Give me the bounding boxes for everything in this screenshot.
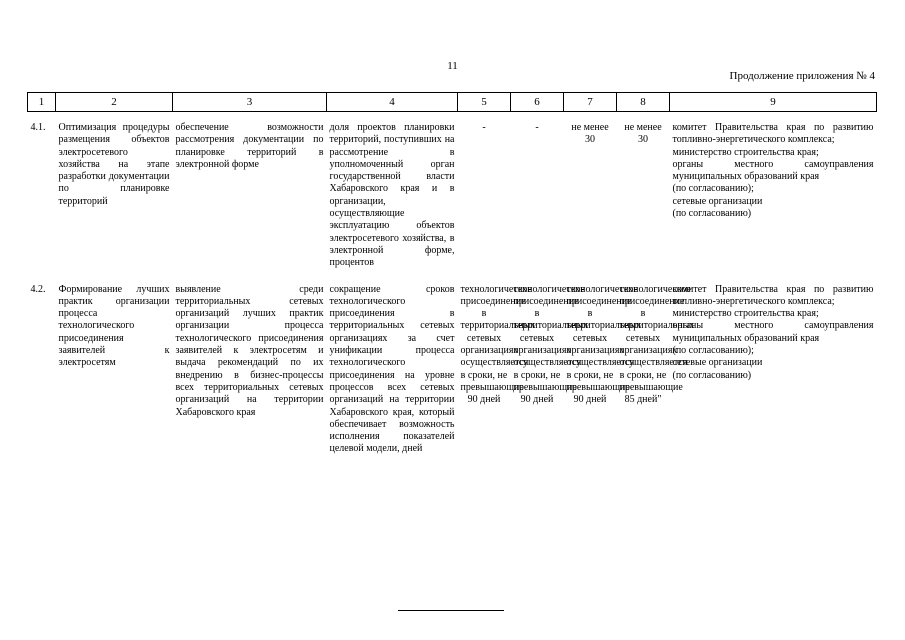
indicator-value: технологическое присоединение в территориальных сетевых организациях осуществляется в сроки, не превышающие 90 дней [460, 283, 536, 406]
column-header: 5 [458, 93, 511, 112]
column-header: 1 [28, 93, 56, 112]
executor-line: министерство строительства края; [672, 308, 819, 320]
table-header-row [28, 93, 877, 112]
column-header: 3 [173, 93, 327, 112]
table-row [28, 284, 877, 456]
responsible-executors [670, 122, 877, 270]
indicator-value: не менее 30 [571, 122, 609, 146]
measure-name: Формирование лучших практик организации процесса технологического присоединения заявителей к электросетям [58, 283, 170, 369]
column-header: 9 [670, 93, 877, 112]
indicator-value: технологическое присоединение в территориальных сетевых организациях осуществляется в сроки, не превышающие 90 дней [513, 283, 589, 406]
executor-line: (по согласованию) [672, 369, 752, 381]
executor-line: министерство строительства края; [672, 146, 819, 158]
column-header: 6 [511, 93, 564, 112]
executor-line: комитет Правительства края по развитию топливно-энергетического комплекса; [672, 283, 874, 307]
executor-line: органы местного самоуправления муниципальных образований края [672, 320, 874, 344]
appendix-continuation-label: Продолжение приложения № 4 [729, 70, 875, 82]
executor-line: (по согласованию); [672, 183, 754, 195]
executor-line: (по согласованию); [672, 345, 754, 357]
column-header: 2 [56, 93, 173, 112]
indicator-name: доля проектов планировки территорий, поступивших на рассмотрение в уполномоченный орган государственной власти Хабаровского края и в организации, осуществляющие эксплуатацию объектов электросетевого хозяйства, в электронной форме, процентов [329, 122, 455, 269]
executor-line: сетевые организации [672, 195, 763, 207]
executor-line: комитет Правительства края по развитию топливно-энергетического комплекса; [672, 122, 874, 146]
measure-name: Оптимизация процедуры размещения объектов электросетевого хозяйства на этапе разработки документации по планировке территорий [58, 122, 170, 207]
indicator-value: технологическое присоединение в территориальных сетевых организациях осуществляется в сроки, не превышающие 90 дней [566, 283, 642, 406]
executor-line: сетевые организации [672, 357, 763, 369]
row-number: 4.2. [30, 283, 46, 295]
indicator-value: - [482, 122, 486, 133]
responsible-executors [670, 284, 877, 456]
indicator-value: технологическое присоединение в территориальных сетевых организациях осуществляется в сроки, не превышающие 85 дней" [619, 283, 695, 406]
measure-content: выявление среди территориальных сетевых организаций лучших практик организации процесса технологического присоединения заявителей к электросетям и выдача рекомендаций по их внедрению в бизнес-процессы всех территориальных сетевых организаций на территории Хабаровского края [175, 283, 324, 418]
footnote-separator [398, 610, 504, 611]
indicator-value: - [535, 122, 539, 133]
page-number: 11 [447, 60, 458, 72]
measures-table [27, 92, 877, 456]
column-header: 7 [564, 93, 617, 112]
column-header: 4 [327, 93, 458, 112]
row-number: 4.1. [30, 122, 46, 133]
executor-line: органы местного самоуправления муниципальных образований края [672, 158, 874, 183]
indicator-value: не менее 30 [624, 122, 662, 146]
measure-content: обеспечение возможности рассмотрения документации по планировке территорий в электронной форме [175, 122, 324, 170]
indicator-name: сокращение сроков технологического присоединения в территориальных сетевых организациях за счет унификации процесса технологического присоединения на уровне процессов всех сетевых организаций на территории Хабаровского края, который обеспечивает возможность исполнения показателей целевой модели, дней [329, 283, 455, 455]
table-row [28, 122, 877, 270]
executor-line: (по согласованию) [672, 208, 752, 220]
column-header: 8 [617, 93, 670, 112]
